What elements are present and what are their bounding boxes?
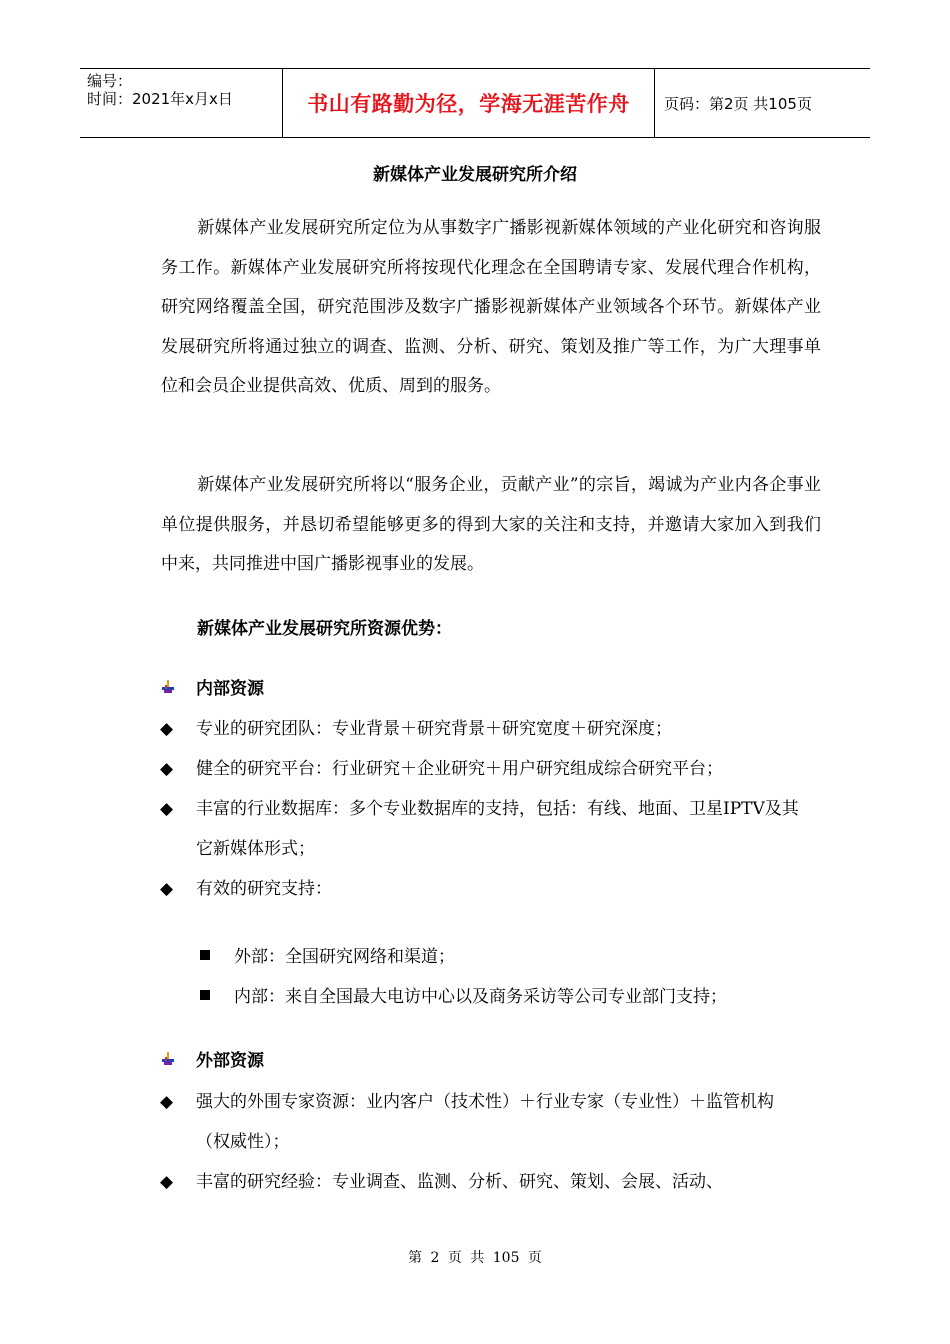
external-item-1	[160, 1082, 805, 1162]
internal-item-text: 专业的研究团队：专业背景＋研究背景＋研究宽度＋研究深度；	[196, 719, 672, 739]
header-motto-cell	[282, 69, 655, 137]
internal-heading-text: 内部资源	[196, 679, 264, 699]
external-item-text: 丰富的研究经验：专业调查、监测、分析、研究、策划、会展、活动、	[196, 1172, 723, 1192]
header-meta	[80, 69, 282, 137]
internal-item-3	[160, 789, 805, 869]
external-item-text: 强大的外围专家资源：业内客户（技术性）＋行业专家（专业性）＋监管机构（权威性）；	[196, 1092, 774, 1152]
section-marker-icon	[160, 1051, 176, 1067]
intro-paragraph	[161, 209, 821, 407]
mission-paragraph	[161, 466, 821, 585]
diamond-bullet-icon: ◆	[160, 879, 174, 899]
external-heading-text: 外部资源	[196, 1051, 264, 1071]
diamond-bullet-icon: ◆	[160, 759, 174, 779]
square-bullet-icon	[200, 950, 210, 960]
internal-item-2	[160, 749, 820, 789]
mission-paragraph-text: 新媒体产业发展研究所将以“服务企业，贡献产业”的宗旨，竭诚为产业内各企事业单位提供服务，并恳切希望能够更多的得到大家的关注和支持，并邀请大家加入到我们中来，共同推进中国广播影视事业的发展。	[161, 475, 821, 574]
header-page-code-cell	[655, 69, 870, 137]
support-sub-item-text: 外部：全国研究网络和渠道；	[234, 947, 455, 967]
document-title: 新媒体产业发展研究所介绍	[373, 165, 577, 185]
page-code: 页码：第2页 共105页	[664, 94, 812, 113]
support-sub-item-2	[200, 982, 727, 1007]
page-footer: 第 2 页 共 105 页	[408, 1250, 542, 1266]
diamond-bullet-icon: ◆	[160, 799, 174, 819]
motto: 书山有路勤为径，学海无涯苦作舟	[307, 92, 630, 116]
external-resources-heading	[160, 1046, 264, 1071]
diamond-bullet-icon: ◆	[160, 1172, 174, 1192]
support-sub-item-1	[200, 942, 455, 967]
intro-paragraph-text: 新媒体产业发展研究所定位为从事数字广播影视新媒体领域的产业化研究和咨询服务工作。新媒体产业发展研究所将按现代化理念在全国聘请专家、发展代理合作机构，研究网络覆盖全国，研究范围涉及数字广播影视新媒体产业领域各个环节。新媒体产业发展研究所将通过独立的调查、监测、分析、研究、策划及推广等工作，为广大理事单位和会员企业提供高效、优质、周到的服务。	[161, 218, 821, 396]
internal-item-text: 健全的研究平台：行业研究＋企业研究＋用户研究组成综合研究平台；	[196, 759, 723, 779]
internal-item-1	[160, 709, 820, 749]
internal-item-text: 丰富的行业数据库：多个专业数据库的支持，包括：有线、地面、卫星IPTV及其它新媒体形式；	[196, 799, 799, 859]
diamond-bullet-icon: ◆	[160, 1092, 174, 1112]
internal-item-text: 有效的研究支持：	[196, 879, 332, 899]
diamond-bullet-icon: ◆	[160, 719, 174, 739]
page-header	[80, 68, 870, 138]
internal-resources-heading	[160, 674, 264, 699]
time-label: 时间：2021年x月x日	[87, 90, 233, 108]
resource-heading: 新媒体产业发展研究所资源优势：	[197, 619, 452, 639]
square-bullet-icon	[200, 990, 210, 1000]
section-marker-icon	[160, 679, 176, 695]
external-item-2	[160, 1162, 820, 1202]
support-sub-item-text: 内部：来自全国最大电访中心以及商务采访等公司专业部门支持；	[234, 987, 727, 1007]
number-label: 编号：	[87, 72, 133, 90]
internal-item-4	[160, 869, 820, 909]
